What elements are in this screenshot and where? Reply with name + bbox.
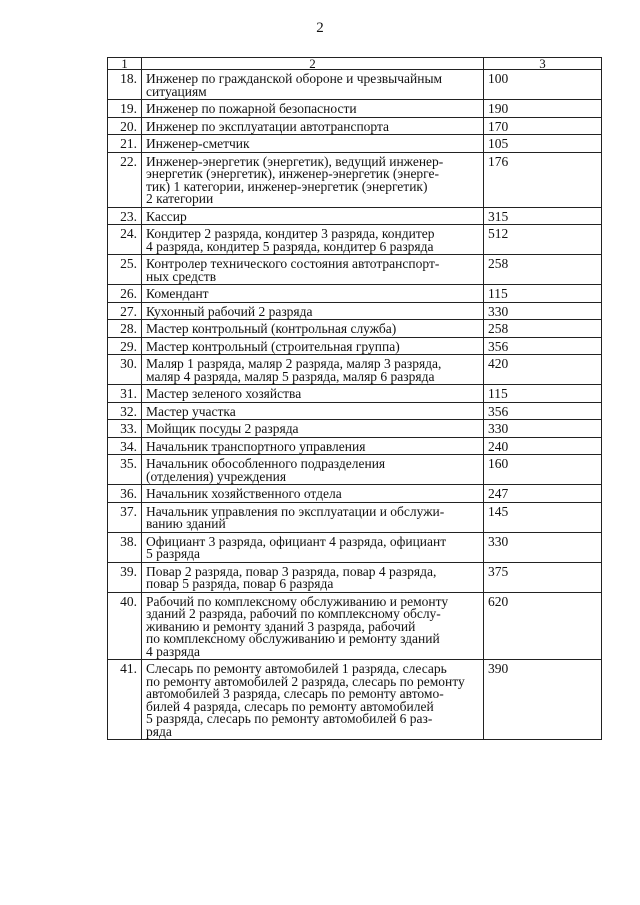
position-value: 330 bbox=[484, 532, 602, 562]
position-cell bbox=[142, 70, 484, 100]
table-row bbox=[108, 532, 602, 562]
row-number: 39. bbox=[108, 562, 142, 592]
row-number: 23. bbox=[108, 207, 142, 225]
table-row bbox=[108, 225, 602, 255]
table-header-row bbox=[108, 58, 602, 70]
position-value: 420 bbox=[484, 355, 602, 385]
position-value: 330 bbox=[484, 420, 602, 438]
table-row bbox=[108, 255, 602, 285]
position-name: Начальник хозяйственного отдела bbox=[146, 486, 342, 501]
position-name: Официант 3 разряда, официант 4 разряда, официант 5 разряда bbox=[146, 533, 447, 561]
table-row bbox=[108, 337, 602, 355]
position-cell bbox=[142, 437, 484, 455]
position-value: 356 bbox=[484, 337, 602, 355]
position-name: Контролер технического состояния автотранспорт- ных средств bbox=[146, 256, 440, 284]
position-name: Слесарь по ремонту автомобилей 1 разряда, слесарь по ремонту автомобилей 2 разряда, слесарь по ремонту автомобилей 3 разряда, слесарь по ремонту автомо- билей 4 разряда, слесарь по ремонту автомобилей 5 разряда, слесарь по ремонту автомобилей 6 раз- ряда bbox=[146, 661, 465, 739]
position-name: Мастер участка bbox=[146, 403, 236, 419]
position-value: 240 bbox=[484, 437, 602, 455]
position-cell bbox=[142, 302, 484, 320]
position-name: Инженер-энергетик (энергетик), ведущий инженер- энергетик (энергетик), инженер-энергетик (энерге- тик) 1 категории, инженер-энергетик (энергетик) 2 категории bbox=[146, 153, 444, 206]
position-cell bbox=[142, 592, 484, 660]
position-value: 100 bbox=[484, 70, 602, 100]
row-number: 33. bbox=[108, 420, 142, 438]
table-row bbox=[108, 100, 602, 118]
position-name: Кухонный рабочий 2 разряда bbox=[146, 303, 313, 319]
position-name: Начальник управления по эксплуатации и обслужи- ванию зданий bbox=[146, 503, 445, 531]
row-number: 21. bbox=[108, 135, 142, 153]
table-row bbox=[108, 562, 602, 592]
row-number: 38. bbox=[108, 532, 142, 562]
position-value: 315 bbox=[484, 207, 602, 225]
table-row bbox=[108, 135, 602, 153]
position-value: 145 bbox=[484, 502, 602, 532]
position-value: 190 bbox=[484, 100, 602, 118]
row-number: 35. bbox=[108, 455, 142, 485]
position-cell bbox=[142, 532, 484, 562]
table-row bbox=[108, 285, 602, 303]
position-cell bbox=[142, 225, 484, 255]
position-value: 160 bbox=[484, 455, 602, 485]
table-row bbox=[108, 207, 602, 225]
row-number: 24. bbox=[108, 225, 142, 255]
row-number: 25. bbox=[108, 255, 142, 285]
position-name: Кондитер 2 разряда, кондитер 3 разряда, кондитер 4 разряда, кондитер 5 разряда, кондитер 6 разряда bbox=[146, 226, 435, 254]
position-cell bbox=[142, 402, 484, 420]
row-number: 36. bbox=[108, 485, 142, 503]
row-number: 41. bbox=[108, 660, 142, 740]
position-cell bbox=[142, 455, 484, 485]
row-number: 26. bbox=[108, 285, 142, 303]
position-value: 115 bbox=[484, 285, 602, 303]
position-name: Мастер зеленого хозяйства bbox=[146, 386, 302, 401]
table-row bbox=[108, 592, 602, 660]
row-number: 32. bbox=[108, 402, 142, 420]
position-cell bbox=[142, 385, 484, 403]
row-number: 34. bbox=[108, 437, 142, 455]
position-cell bbox=[142, 135, 484, 153]
position-cell bbox=[142, 117, 484, 135]
header-cell-name: 2 bbox=[142, 58, 484, 70]
table-row bbox=[108, 402, 602, 420]
position-name: Начальник транспортного управления bbox=[146, 438, 366, 454]
table-row bbox=[108, 320, 602, 338]
table-body bbox=[108, 58, 602, 740]
position-value: 258 bbox=[484, 255, 602, 285]
table-row bbox=[108, 70, 602, 100]
position-value: 512 bbox=[484, 225, 602, 255]
position-cell bbox=[142, 100, 484, 118]
position-value: 247 bbox=[484, 485, 602, 503]
table-row bbox=[108, 437, 602, 455]
position-name: Мастер контрольный (контрольная служба) bbox=[146, 321, 397, 336]
table-row bbox=[108, 117, 602, 135]
position-name: Инженер по гражданской обороне и чрезвычайным ситуациям bbox=[146, 71, 443, 99]
position-name: Рабочий по комплексному обслуживанию и ремонту зданий 2 разряда, рабочий по комплексному обслу- живанию и ремонту зданий 3 разряда, рабочий по комплексному обслуживанию и ремонту зданий 4 разряда bbox=[146, 593, 449, 659]
row-number: 27. bbox=[108, 302, 142, 320]
row-number: 31. bbox=[108, 385, 142, 403]
position-cell bbox=[142, 285, 484, 303]
row-number: 29. bbox=[108, 337, 142, 355]
table-row bbox=[108, 355, 602, 385]
position-value: 105 bbox=[484, 135, 602, 153]
position-name: Инженер по пожарной безопасности bbox=[146, 101, 357, 116]
table-row bbox=[108, 420, 602, 438]
position-name: Мастер контрольный (строительная группа) bbox=[146, 338, 400, 354]
table-row bbox=[108, 385, 602, 403]
position-cell bbox=[142, 660, 484, 740]
position-cell bbox=[142, 562, 484, 592]
position-value: 170 bbox=[484, 117, 602, 135]
position-cell bbox=[142, 152, 484, 207]
position-name: Начальник обособленного подразделения (отделения) учреждения bbox=[146, 456, 386, 484]
table-row bbox=[108, 502, 602, 532]
position-name: Инженер по эксплуатации автотранспорта bbox=[146, 118, 390, 134]
position-cell bbox=[142, 320, 484, 338]
position-name: Мойщик посуды 2 разряда bbox=[146, 421, 299, 436]
row-number: 30. bbox=[108, 355, 142, 385]
row-number: 28. bbox=[108, 320, 142, 338]
position-value: 375 bbox=[484, 562, 602, 592]
position-value: 258 bbox=[484, 320, 602, 338]
table-row bbox=[108, 485, 602, 503]
position-value: 176 bbox=[484, 152, 602, 207]
row-number: 20. bbox=[108, 117, 142, 135]
position-value: 356 bbox=[484, 402, 602, 420]
position-value: 330 bbox=[484, 302, 602, 320]
position-cell bbox=[142, 207, 484, 225]
header-cell-value: 3 bbox=[484, 58, 602, 70]
position-name: Маляр 1 разряда, маляр 2 разряда, маляр 3 разряда, маляр 4 разряда, маляр 5 разряда, маляр 6 разряда bbox=[146, 356, 442, 384]
page-number: 2 bbox=[316, 20, 324, 36]
position-cell bbox=[142, 355, 484, 385]
position-value: 620 bbox=[484, 592, 602, 660]
position-value: 390 bbox=[484, 660, 602, 740]
position-value: 115 bbox=[484, 385, 602, 403]
position-name: Кассир bbox=[146, 208, 187, 224]
position-cell bbox=[142, 502, 484, 532]
position-cell bbox=[142, 337, 484, 355]
position-cell bbox=[142, 255, 484, 285]
table-row bbox=[108, 455, 602, 485]
position-name: Комендант bbox=[146, 286, 209, 301]
table-row bbox=[108, 660, 602, 740]
row-number: 22. bbox=[108, 152, 142, 207]
position-name: Инженер-сметчик bbox=[146, 136, 250, 151]
table-row bbox=[108, 152, 602, 207]
position-name: Повар 2 разряда, повар 3 разряда, повар 4 разряда, повар 5 разряда, повар 6 разряда bbox=[146, 563, 437, 591]
row-number: 18. bbox=[108, 70, 142, 100]
header-cell-number: 1 bbox=[108, 58, 142, 70]
position-cell bbox=[142, 420, 484, 438]
table-row bbox=[108, 302, 602, 320]
row-number: 37. bbox=[108, 502, 142, 532]
row-number: 40. bbox=[108, 592, 142, 660]
row-number: 19. bbox=[108, 100, 142, 118]
position-cell bbox=[142, 485, 484, 503]
positions-table bbox=[107, 57, 602, 740]
